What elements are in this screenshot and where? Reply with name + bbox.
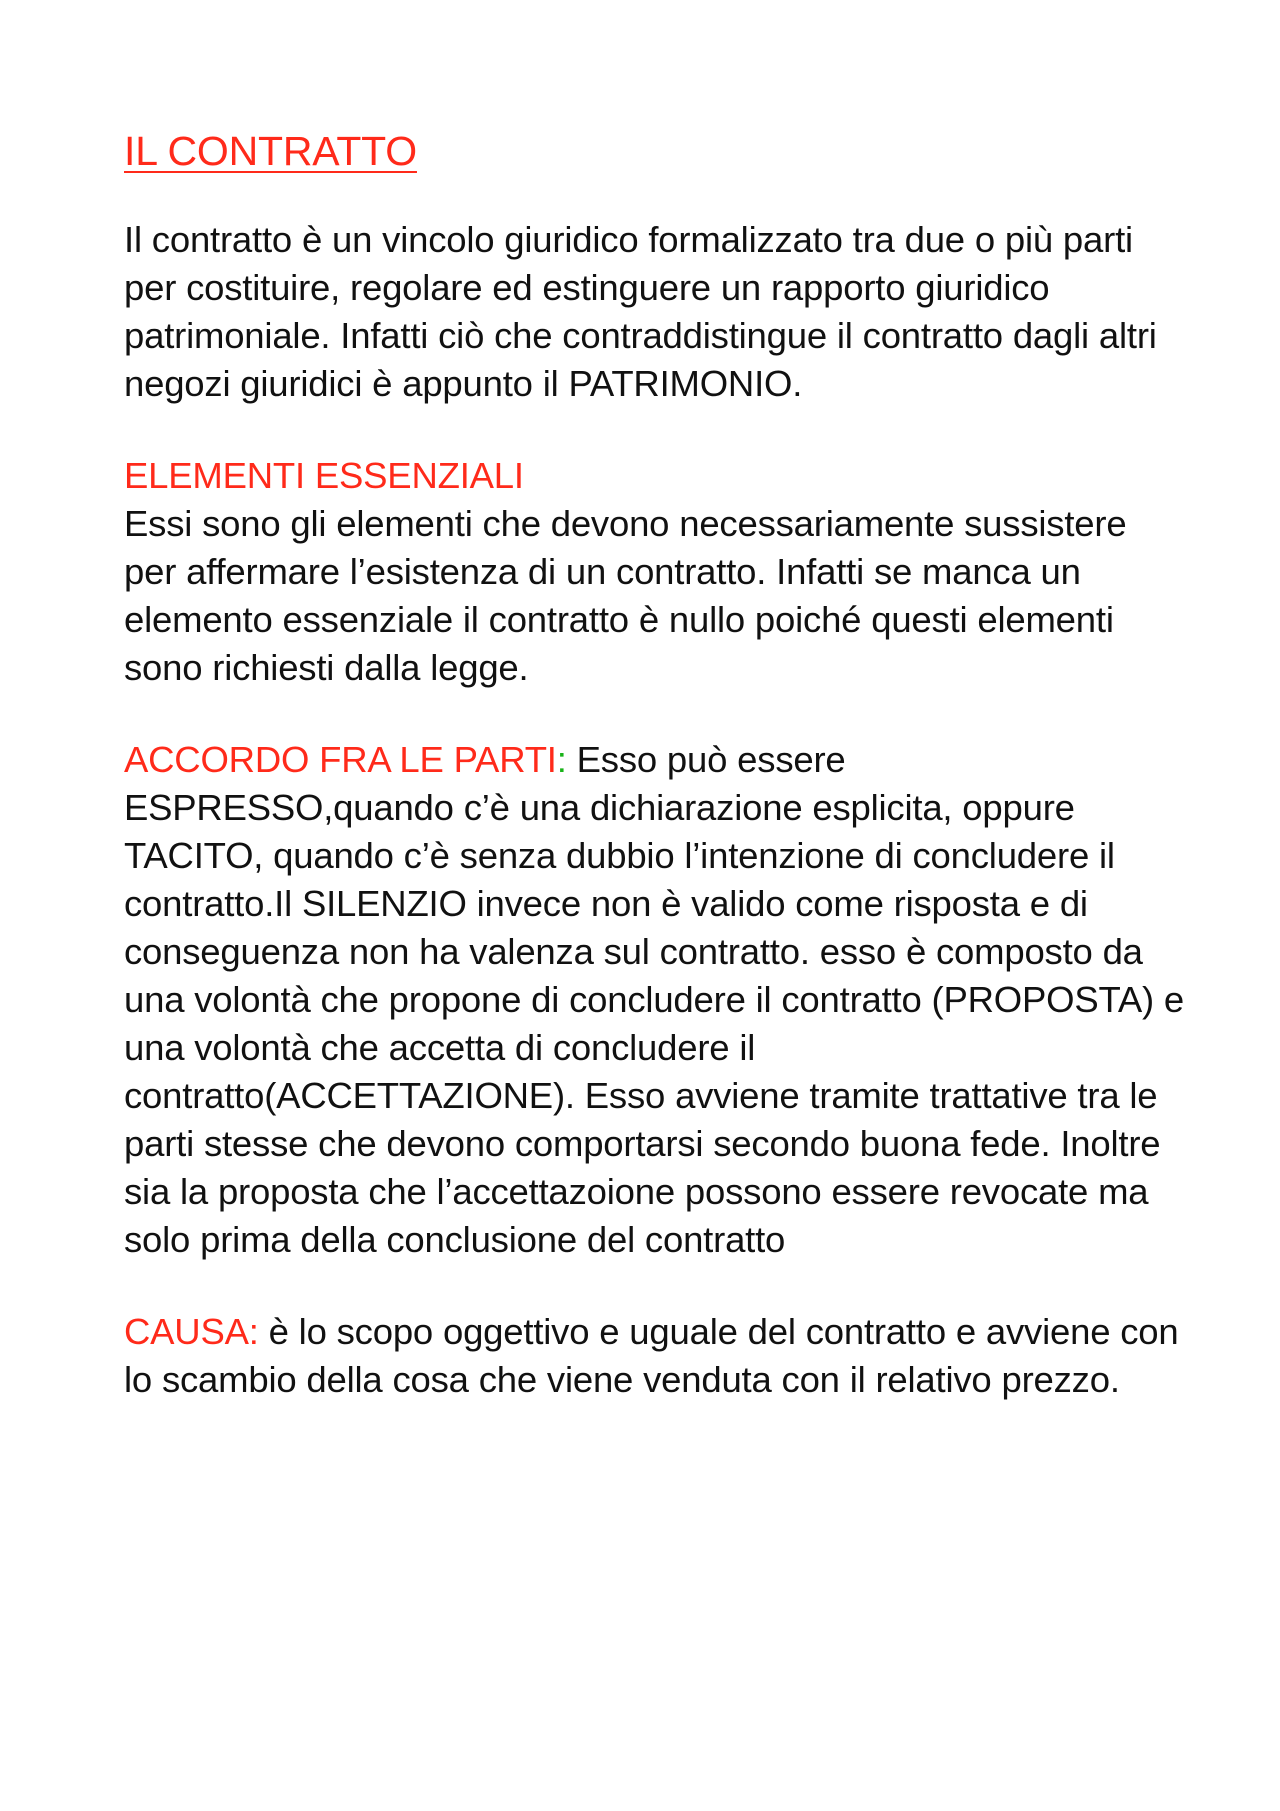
- accordo-separator: :: [556, 739, 567, 780]
- accordo-body: Esso può essere ESPRESSO,quando c’è una dichiarazione esplicita, oppure TACITO, quando c’è senza dubbio l’intenzione di concludere il contratto.Il SILENZIO invece non è valido come risposta e di conseguenza non ha valenza sul contratto. esso è composto da una volontà che propone di concludere il contratto (PROPOSTA) e una volontà che accetta di concludere il contratto(ACCETTAZIONE). Esso avviene tramite trattative tra le parti stesse che devono comportarsi secondo buona fede. Inoltre sia la proposta che l’accettazoione possono essere revocate ma solo prima della conclusione del contratto: [124, 739, 1184, 1260]
- causa-paragraph: [124, 1308, 1184, 1404]
- causa-body: è lo scopo oggettivo e uguale del contratto e avviene con lo scambio della cosa che viene venduta con il relativo prezzo.: [124, 1311, 1179, 1400]
- elementi-essenziali-paragraph: Essi sono gli elementi che devono necessariamente sussistere per affermare l’esistenza di un contratto. Infatti se manca un elemento essenziale il contratto è nullo poiché questi elementi sono richiesti dalla legge.: [124, 503, 1127, 688]
- page-title: IL CONTRATTO: [124, 128, 417, 174]
- intro-paragraph: Il contratto è un vincolo giuridico formalizzato tra due o più parti per costituire, regolare ed estinguere un rapporto giuridico patrimoniale. Infatti ciò che contraddistingue il contratto dagli altri negozi giuridici è appunto il PATRIMONIO.: [124, 219, 1157, 404]
- section-heading-elementi-essenziali: ELEMENTI ESSENZIALI: [124, 455, 524, 496]
- accordo-paragraph: [124, 736, 1184, 1264]
- document-page: [124, 125, 1184, 1404]
- causa-label: CAUSA:: [124, 1311, 259, 1352]
- accordo-label: ACCORDO FRA LE PARTI: [124, 739, 557, 780]
